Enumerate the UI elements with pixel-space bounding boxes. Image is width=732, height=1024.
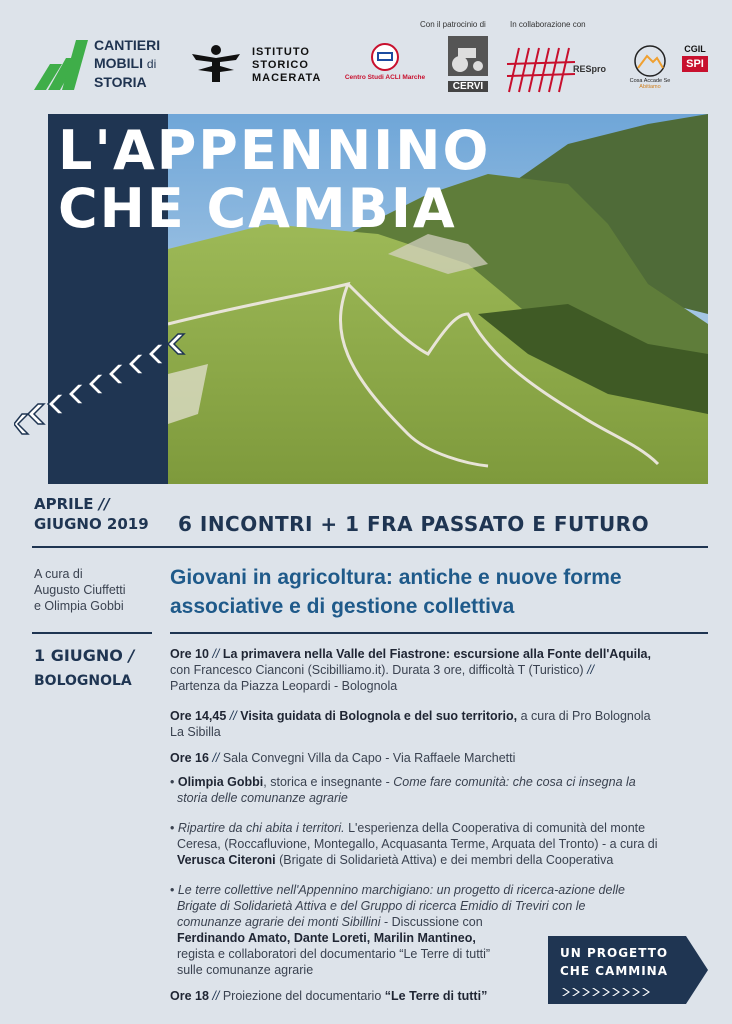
event [34,646,134,689]
program-bullet-3: • Le terre collettive nell'Appennino marchigiano: un progetto di ricerca-azione delle Brigate di Solidarietà Attiva e del Gruppo di ricerca Emidio di Treviri con le comunanze agrarie dei monti Sibillini - Discussione con Ferdinando Amato, Dante Loreti, Marilin Mantineo, regista e collaboratori del documentario “Le Terre di tutti” sulle comunanze agrarie [170,883,625,977]
istituto-line3: MACERATA [252,72,322,84]
cantieri-di: di [146,57,157,71]
program-bullet-1: • Olimpia Gobbi, storica e insegnante - Come fare comunità: che cosa ci insegna la storia delle comunanze agrarie [170,775,636,805]
divider-left [32,632,152,634]
cervi-label: CERVI [448,81,488,92]
theme-line2: associative e di gestione collettiva [170,595,515,618]
curator-line3: e Olimpia Gobbi [34,599,124,613]
divider-top [32,546,708,548]
period [34,494,149,534]
spi-label: SPI [682,56,708,72]
hero-title-line2: CHE CAMBIA [58,177,457,240]
cantieri-line2: MOBILI [94,55,143,71]
program-item-16: Ore 16 // Sala Convegni Villa da Capo - Via Raffaele Marchetti [170,751,516,765]
curator-line1: A cura di [34,567,83,581]
accade-mountain-icon [633,44,667,78]
istituto-line2: STORICO [252,59,309,71]
program-item-10: Ore 10 // La primavera nella Valle del Fiastrone: escursione alla Fonte dell'Aquila, con Francesco Cianconi (Scibilliamo.it). Durata 3 ore, difficoltà T (Turistico) // Partenza da Piazza Leopardi - Bolognola [170,647,651,693]
logo-istituto [190,44,330,88]
chevrons-icon [14,330,194,450]
accade-label: Cosa Accade Se [629,78,671,84]
logo-cervi [448,36,488,102]
cervi-tractor-icon [448,36,488,76]
divider-right [170,632,708,634]
theme [170,563,622,621]
curator-line2: Augusto Ciuffetti [34,583,126,597]
cantieri-stripes-icon [32,36,90,92]
red-scribble-icon [505,44,579,96]
logo-accade [626,44,674,94]
istituto-emblem-icon [190,44,246,84]
collaborazione-label: In collaborazione con [510,20,586,29]
logo-cgil [682,44,708,84]
cgil-label: CGIL [684,44,706,54]
istituto-line1: ISTITUTO [252,46,310,58]
patrocinio-label: Con il patrocinio di [420,20,486,29]
period-start: APRILE [34,495,94,513]
acli-label: Centro Studi ACLI Marche [344,74,426,81]
program-item-18: Ore 18 // Proiezione del documentario “Le Terre di tutti” [170,989,488,1003]
headline: 6 INCONTRI + 1 FRA PASSATO E FUTURO [178,512,650,536]
logo-acli [340,42,430,88]
period-end: GIUGNO 2019 [34,515,149,533]
abitiamo-label: Abitiamo [639,84,661,90]
event-place: BOLOGNOLA [34,673,132,689]
theme-line1: Giovani in agricoltura: antiche e nuove forme [170,566,622,589]
respro-label: RESpro [573,64,607,74]
hero-title-line1: L'APPENNINO [58,119,491,182]
curator [34,566,126,614]
project-badge [548,936,708,1004]
program-bullet-2: • Ripartire da chi abita i territori. L'esperienza della Cooperativa di comunità del monte Ceresa, (Roccafluvione, Montegallo, Acquasanta Terme, Arquata del Tronto) - a cura di Verusca Citeroni (Brigate di Solidarietà Attiva) e dei membri della Cooperativa [170,821,658,867]
badge-line1: UN PROGETTO [560,946,669,960]
cantieri-line3: STORIA [94,74,147,90]
event-slash: / [128,646,135,665]
acli-emblem-icon [370,42,400,72]
logo-reds [505,44,607,96]
badge-line2: CHE CAMMINA [560,964,668,978]
event-date: 1 GIUGNO [34,646,123,665]
period-slash: // [98,495,110,513]
cantieri-line1: CANTIERI [94,37,161,53]
logo-cantieri [32,36,167,92]
program-item-1445: Ore 14,45 // Visita guidata di Bolognola e del suo territorio, a cura di Pro Bolognola La Sibilla [170,709,651,739]
hero-title [58,119,491,240]
